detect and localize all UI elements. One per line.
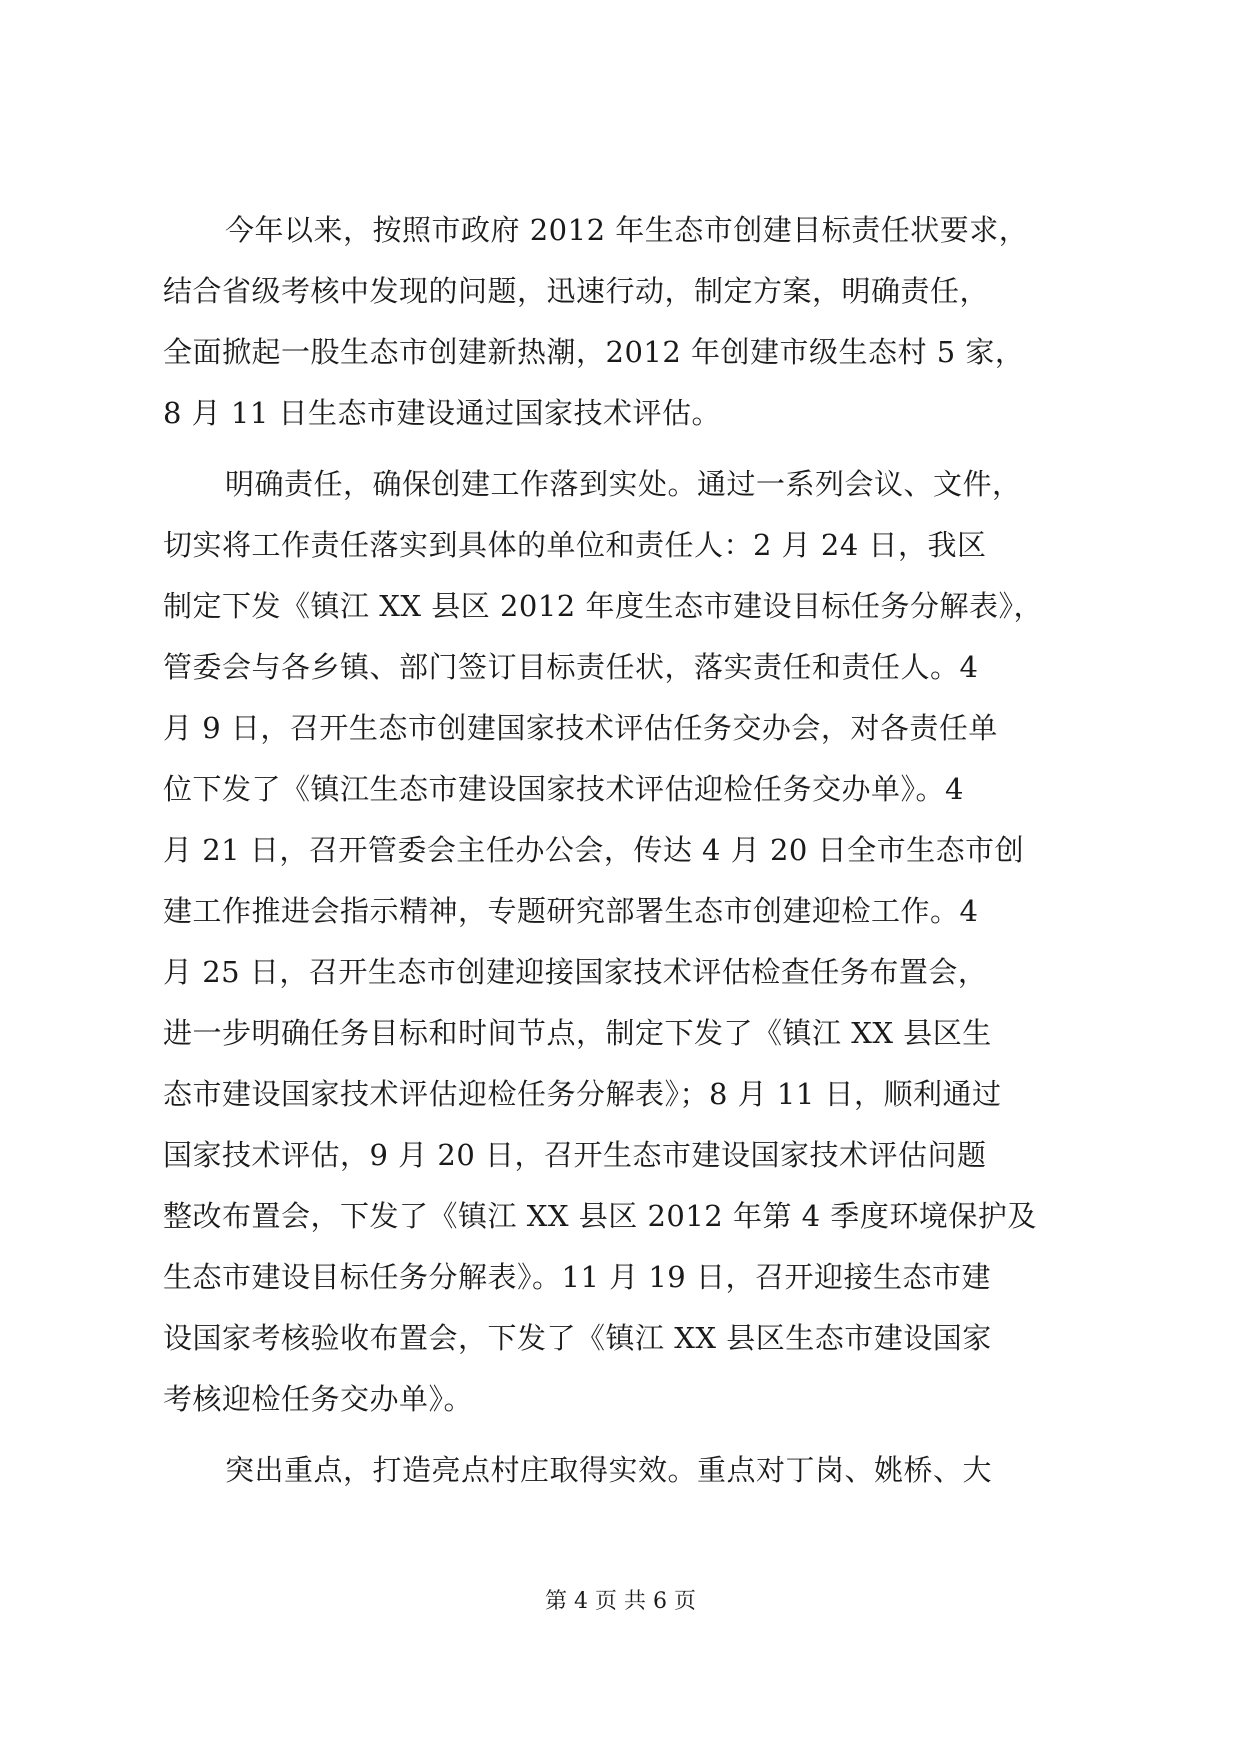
- text-line: 突出重点，打造亮点村庄取得实效。重点对丁岗、姚桥、大: [225, 1453, 993, 1487]
- text-line: 生态市建设目标任务分解表》。11 月 19 日，召开迎接生态市建: [163, 1260, 991, 1294]
- text-line: 进一步明确任务目标和时间节点，制定下发了《镇江 XX 县区生: [163, 1016, 992, 1050]
- text-line: 月 9 日，召开生态市创建国家技术评估任务交办会，对各责任单: [163, 711, 998, 745]
- text-line: 全面掀起一股生态市创建新热潮，2012 年创建市级生态村 5 家，: [163, 335, 1025, 369]
- text-line: 月 25 日，召开生态市创建迎接国家技术评估检查任务布置会，: [163, 955, 988, 989]
- text-line: 明确责任，确保创建工作落到实处。通过一系列会议、文件，: [225, 467, 1022, 501]
- text-line: 位下发了《镇江生态市建设国家技术评估迎检任务交办单》。4: [163, 772, 964, 806]
- text-line: 切实将工作责任落实到具体的单位和责任人：2 月 24 日，我区: [163, 528, 987, 562]
- text-line: 态市建设国家技术评估迎检任务分解表》；8 月 11 日，顺利通过: [163, 1077, 1002, 1111]
- text-line: 结合省级考核中发现的问题，迅速行动，制定方案，明确责任，: [163, 274, 990, 308]
- text-line: 整改布置会，下发了《镇江 XX 县区 2012 年第 4 季度环境保护及: [163, 1199, 1037, 1233]
- text-line: 管委会与各乡镇、部门签订目标责任状，落实责任和责任人。4: [163, 650, 979, 684]
- paragraph-3: [163, 1440, 1083, 1501]
- text-line: 今年以来，按照市政府 2012 年生态市创建目标责任状要求，: [225, 213, 1029, 247]
- text-line: 月 21 日，召开管委会主任办公会，传达 4 月 20 日全市生态市创: [163, 833, 1025, 867]
- text-line: 考核迎检任务交办单》。: [163, 1382, 474, 1416]
- page-footer: 第 4 页 共 6 页: [545, 1589, 696, 1614]
- text-line: 8 月 11 日生态市建设通过国家技术评估。: [163, 396, 722, 430]
- text-line: 制定下发《镇江 XX 县区 2012 年度生态市建设目标任务分解表》，: [163, 589, 1043, 623]
- text-line: 国家技术评估，9 月 20 日，召开生态市建设国家技术评估问题: [163, 1138, 987, 1172]
- paragraph-1: [163, 200, 1083, 444]
- text-line: 建工作推进会指示精神，专题研究部署生态市创建迎检工作。4: [163, 894, 979, 928]
- text-line: 设国家考核验收布置会，下发了《镇江 XX 县区生态市建设国家: [163, 1321, 992, 1355]
- document-body: [163, 200, 1083, 1501]
- paragraph-2: [163, 454, 1083, 1430]
